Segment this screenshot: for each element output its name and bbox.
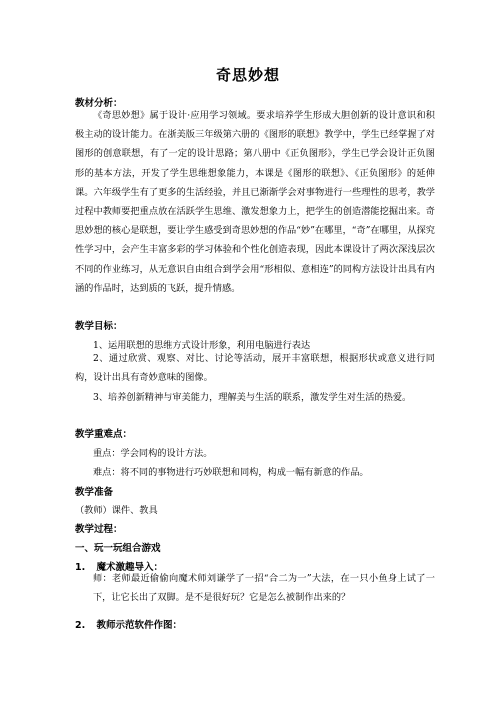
step-1-title: 魔术激趣导入： — [96, 562, 164, 573]
analysis-heading: 教材分析： — [75, 98, 123, 109]
keypoint-difficulty: 难点：将不同的事物进行巧妙联想和同构，构成一幅有新意的作品。 — [93, 467, 369, 478]
goal-item-1: 1、运用联想的思维方式设计形象，利用电脑进行表达 — [93, 340, 311, 351]
prep-text: （教师）课件、教具 — [75, 505, 158, 516]
keypoint-focus: 重点：学会同构的设计方法。 — [93, 448, 213, 459]
goals-heading: 教学目标： — [75, 321, 123, 332]
goal-item-3: 3、培养创新精神与审美能力，理解美与生活的联系，激发学生对生活的热爱。 — [93, 392, 412, 403]
analysis-paragraph: 《奇思妙想》属于设计·应用学习领域。要求培养学生形成大胆创新的设计意识和积极主动的设计能力。在浙美版三年级第六册的《图形的联想》教学中，学生已经掌握了对图形的创意联想，有了一定的设计思路；第八册中《正负图形》，学生已学会设计正负图形的基本方法，开发了学生思维想象能力，本课是《图形的联想》、《正负图形》的延伸课。六年级学生有了更多的生活经验，并且已渐渐学会对事物进行一些理性的思考，教学过程中教师要把重点放在活跃学生思维、激发想象力上，把学生的创造潜能挖掘出来。奇思妙想的核心是联想，要让学生感受到奇思妙想的作品“妙”在哪里，“奇”在哪里，从探究性学习中，会产生丰富多彩的学习体验和个性化创造表现，因此本课设计了两次深浅层次不同的作业练习，从无意识自由组合到学会用“形相似、意相连”的同构方法设计出具有内涵的作品时，达到质的飞跃，提升情感。 — [75, 110, 435, 294]
step-2-title: 教师示范软件作图： — [96, 620, 183, 631]
page-title: 奇思妙想 — [215, 66, 280, 84]
step-1-text: 师：老师最近偷偷向魔术师刘谦学了一招“合二为一”大法，在一只小鱼身上试了一下，让它长出了双脚。是不是很好玩？它是怎么被制作出来的？ — [93, 573, 435, 604]
step-1-number: 1. — [75, 562, 86, 573]
goal-item-2: 2、通过欣赏、观察、对比、讨论等活动，展开丰富联想，根据形状或意义进行同构，设计出具有奇妙意味的图像。 — [75, 353, 435, 384]
step-2-heading — [75, 617, 182, 631]
prep-heading: 教学准备 — [75, 487, 114, 498]
section-heading-1: 一、玩一玩组合游戏 — [75, 543, 161, 554]
step-2-number: 2. — [75, 620, 86, 631]
keypoints-heading: 教学重难点： — [75, 429, 133, 440]
process-heading: 教学过程： — [75, 524, 123, 535]
